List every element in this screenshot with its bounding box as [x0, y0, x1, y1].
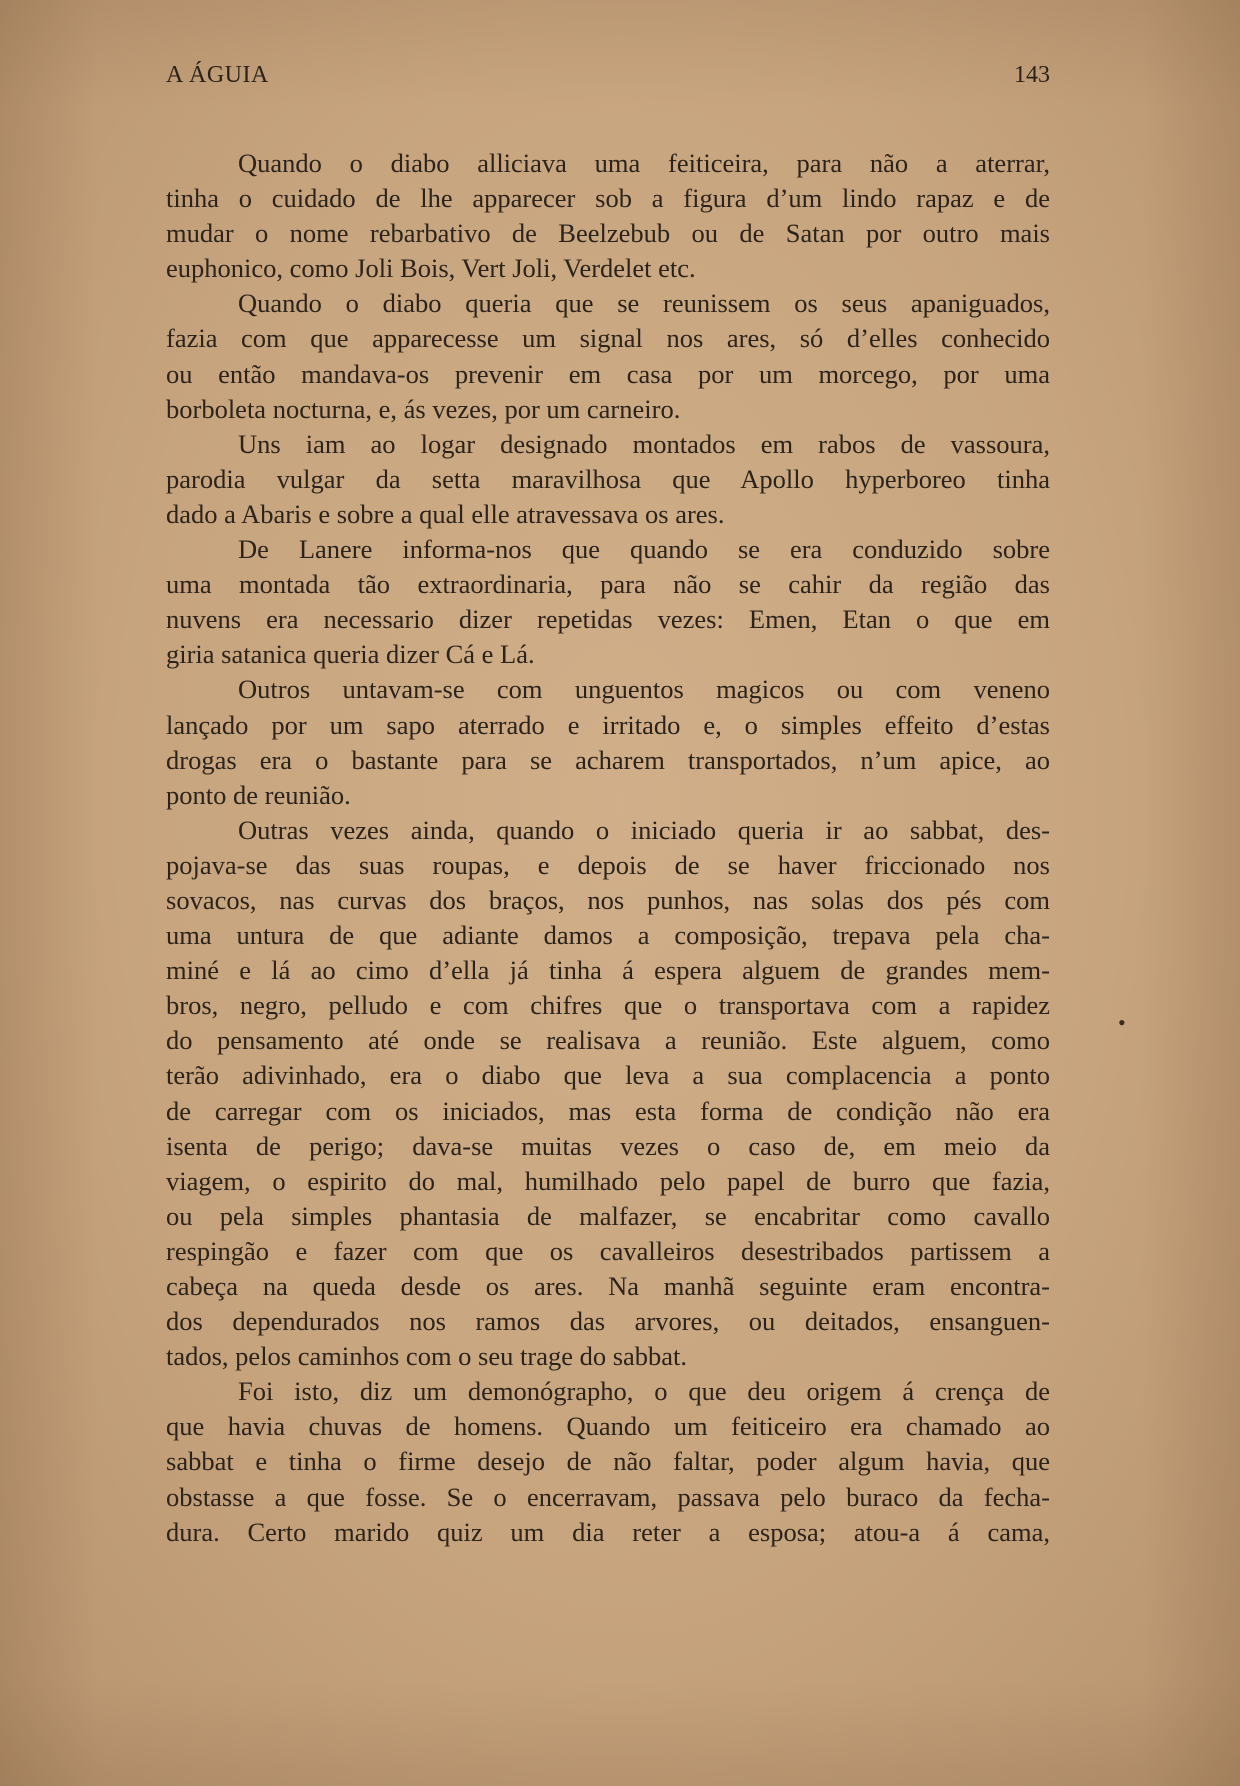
text-line: euphonico, como Joli Bois, Vert Joli, Verdelet etc.: [166, 253, 696, 284]
text-line: nuvens era necessario dizer repetidas vezes: Emen, Etan o que em: [166, 604, 1050, 635]
text-line: obstasse a que fosse. Se o encerravam, passava pelo buraco da fecha-: [166, 1481, 1050, 1512]
text-line: ou então mandava-os prevenir em casa por um morcego, por uma: [166, 358, 1050, 389]
text-line: pojava-se das suas roupas, e depois de se haver friccionado nos: [166, 849, 1050, 880]
text-line: isenta de perigo; dava-se muitas vezes o caso de, em meio da: [166, 1130, 1050, 1161]
text-line: lançado por um sapo aterrado e irritado e, o simples effeito d’estas: [166, 709, 1050, 740]
text-line: De Lanere informa-nos que quando se era conduzido sobre: [238, 534, 1050, 565]
text-line: drogas era o bastante para se acharem transportados, n’um apice, ao: [166, 744, 1050, 775]
text-line: dos dependurados nos ramos das arvores, ou deitados, ensanguen-: [166, 1306, 1050, 1337]
text-line: giria satanica queria dizer Cá e Lá.: [166, 639, 535, 670]
text-line: cabeça na queda desde os ares. Na manhã seguinte eram encontra-: [166, 1271, 1050, 1301]
text-line: miné e lá ao cimo d’ella já tinha á espera alguem de grandes mem-: [166, 955, 1050, 986]
text-line: mudar o nome rebarbativo de Beelzebub ou de Satan por outro mais: [166, 218, 1050, 249]
text-line: sovacos, nas curvas dos braços, nos punhos, nas solas dos pés com: [166, 884, 1050, 915]
text-line: que havia chuvas de homens. Quando um feiticeiro era chamado ao: [166, 1411, 1050, 1442]
body-text: [166, 146, 1050, 1550]
text-line: Outras vezes ainda, quando o iniciado queria ir ao sabbat, des-: [238, 814, 1050, 845]
text-line: uma untura de que adiante damos a composição, trepava pela cha-: [166, 920, 1050, 951]
text-line: ponto de reunião.: [166, 779, 351, 810]
text-line: Quando o diabo alliciava uma feiticeira, para não a aterrar,: [238, 148, 1050, 178]
text-line: sabbat e tinha o firme desejo de não faltar, poder algum havia, que: [166, 1446, 1050, 1477]
text-line: dado a Abaris e sobre a qual elle atravessava os ares.: [166, 498, 725, 529]
text-line: ou pela simples phantasia de malfazer, se encabritar como cavallo: [166, 1200, 1050, 1231]
running-title: A ÁGUIA: [166, 62, 269, 88]
page-number: 143: [1014, 62, 1050, 88]
text-line: do pensamento até onde se realisava a reunião. Este alguem, como: [166, 1025, 1050, 1056]
text-line: respingão e fazer com que os cavalleiros desestribados partissem a: [166, 1235, 1050, 1266]
text-line: Uns iam ao logar designado montados em rabos de vassoura,: [238, 428, 1050, 459]
text-line: tados, pelos caminhos com o seu trage do sabbat.: [166, 1341, 688, 1372]
text-line: borboleta nocturna, e, ás vezes, por um carneiro.: [166, 393, 681, 424]
text-line: dura. Certo marido quiz um dia reter a esposa; atou-a á cama,: [166, 1516, 1050, 1547]
text-line: Outros untavam-se com unguentos magicos ou com veneno: [238, 674, 1050, 705]
text-line: parodia vulgar da setta maravilhosa que Apollo hyperboreo tinha: [166, 463, 1050, 494]
text-line: viagem, o espirito do mal, humilhado pelo papel de burro que fazia,: [166, 1165, 1050, 1196]
text-line: fazia com que apparecesse um signal nos ares, só d’elles conhecido: [166, 323, 1050, 354]
text-line: terão adivinhado, era o diabo que leva a sua complacencia a ponto: [166, 1060, 1050, 1091]
text-line: Quando o diabo queria que se reunissem os seus apaniguados,: [238, 288, 1050, 319]
text-line: tinha o cuidado de lhe apparecer sob a figura d’um lindo rapaz e de: [166, 183, 1050, 214]
text-line: Foi isto, diz um demonógrapho, o que deu origem á crença de: [238, 1376, 1050, 1407]
text-line: bros, negro, pelludo e com chifres que o transportava com a rapidez: [166, 990, 1050, 1021]
text-line: uma montada tão extraordinaria, para não se cahir da região das: [166, 569, 1050, 600]
text-line: de carregar com os iniciados, mas esta forma de condição não era: [166, 1095, 1050, 1126]
page-header: [166, 62, 1050, 98]
margin-ink-mark: •: [1118, 1010, 1126, 1035]
